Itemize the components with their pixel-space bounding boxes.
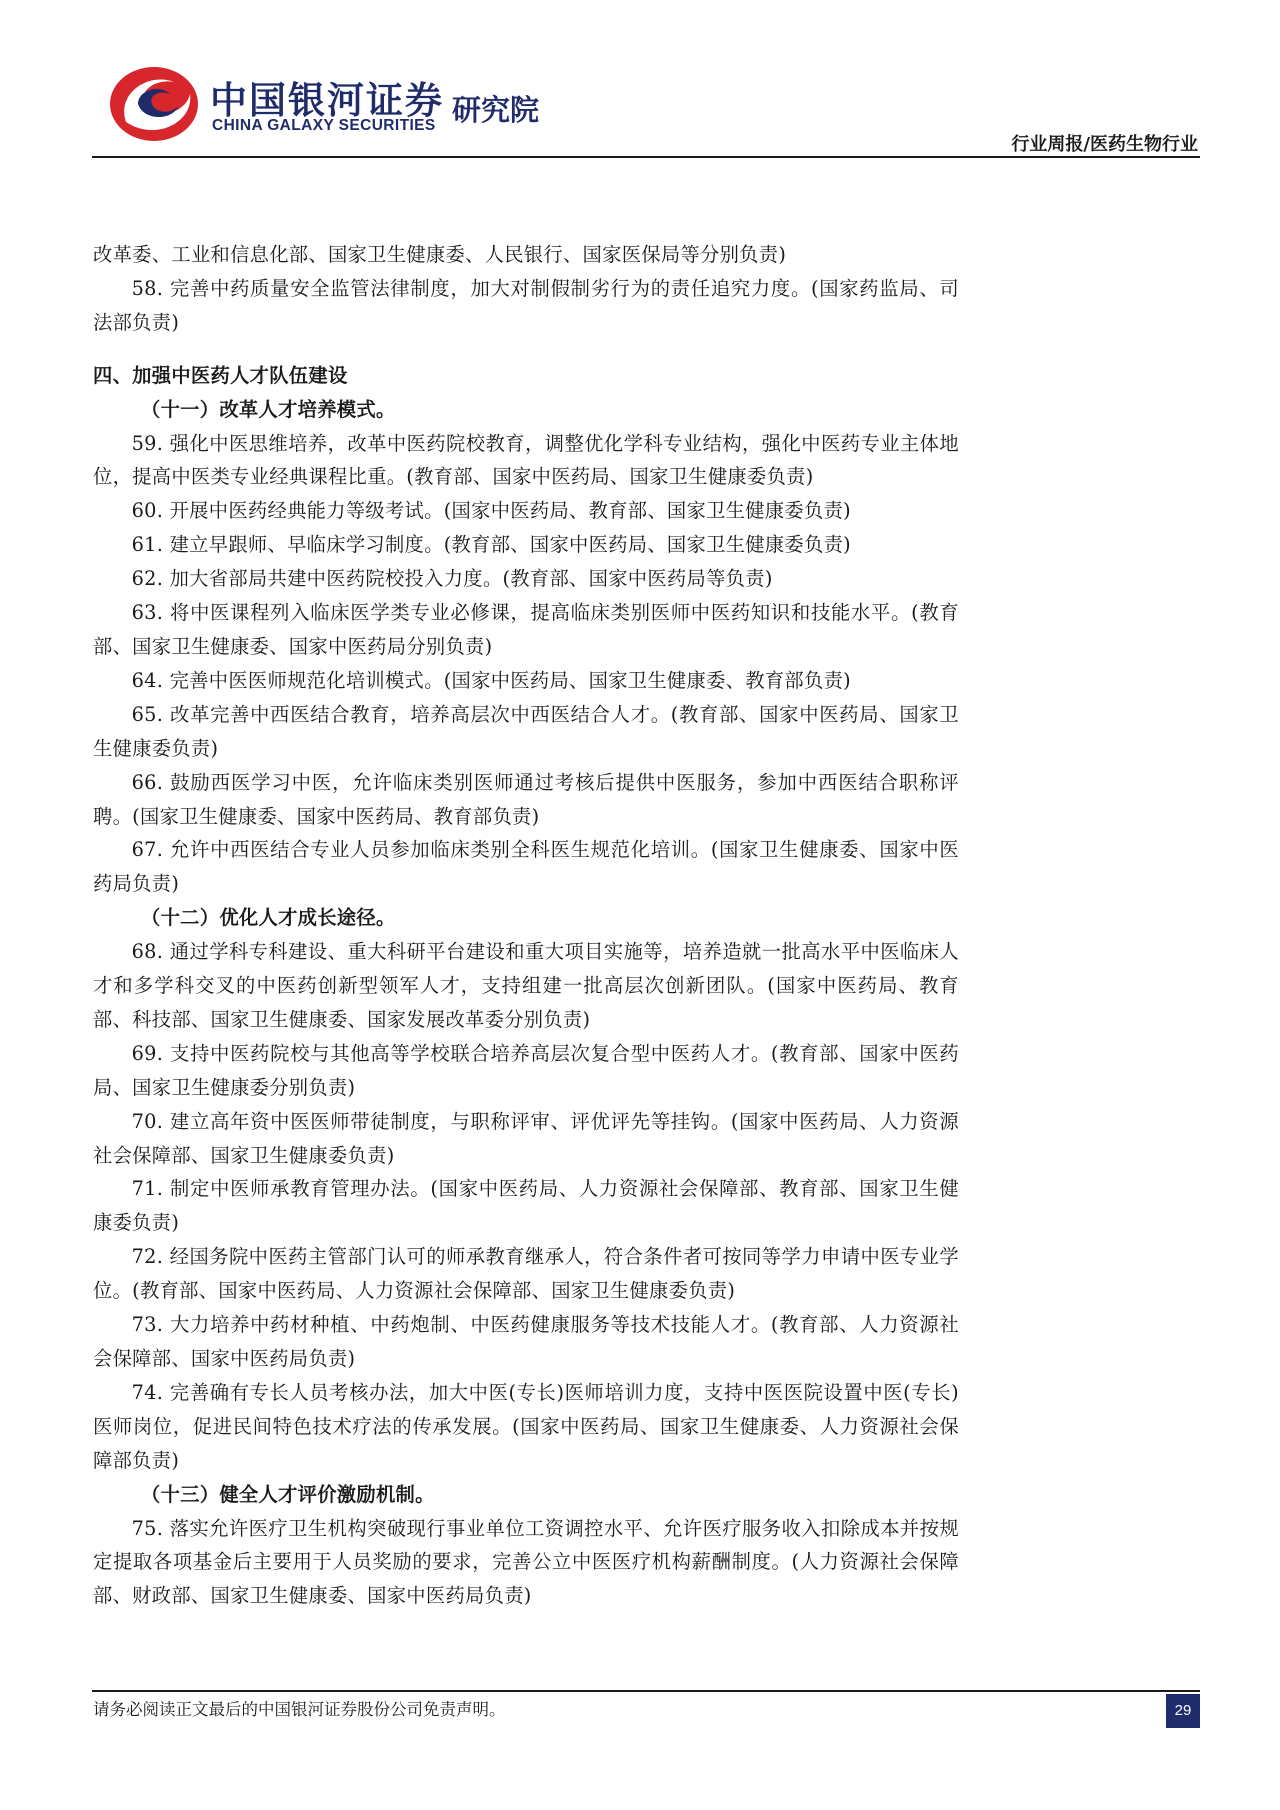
list-item: 75. 落实允许医疗卫生机构突破现行事业单位工资调控水平、允许医疗服务收入扣除成本并按规定提取各项基金后主要用于人员奖励的要求，完善公立中医医疗机构薪酬制度。(人力资源社会保障部、财政部、国家卫生健康委、国家中医药局负责) [93, 1516, 959, 1608]
page-number: 29 [1166, 1694, 1200, 1728]
list-item: 62. 加大省部局共建中医药院校投入力度。(教育部、国家中医药局等负责) [131, 567, 773, 591]
list-item: 66. 鼓励西医学习中医，允许临床类别医师通过考核后提供中医服务，参加中西医结合职称评聘。(国家卫生健康委、国家中医药局、教育部负责) [93, 770, 959, 828]
list-item: 63. 将中医课程列入临床医学类专业必修课，提高临床类别医师中医药知识和技能水平。(教育部、国家卫生健康委、国家中医药局分别负责) [93, 601, 959, 658]
document-body [93, 238, 959, 1613]
list-item: 68. 通过学科专科建设、重大科研平台建设和重大项目实施等，培养造就一批高水平中医临床人才和多学科交叉的中医药创新型领军人才，支持组建一批高层次创新团队。(国家中医药局、教育部、科技部、国家卫生健康委、国家发展改革委分别负责) [93, 940, 959, 1031]
list-item: 74. 完善确有专长人员考核办法，加大中医(专长)医师培训力度，支持中医医院设置中医(专长)医师岗位，促进民间特色技术疗法的传承发展。(国家中医药局、国家卫生健康委、人力资源社会保障部负责) [93, 1380, 959, 1472]
list-item: 72. 经国务院中医药主管部门认可的师承教育继承人，符合条件者可按同等学力申请中医专业学位。(教育部、国家中医药局、人力资源社会保障部、国家卫生健康委负责) [93, 1245, 959, 1303]
logo-english-name: CHINA GALAXY SECURITIES [212, 117, 436, 134]
list-item: 61. 建立早跟师、早临床学习制度。(教育部、国家中医药局、国家卫生健康委负责) [131, 533, 851, 557]
list-item: 70. 建立高年资中医医师带徒制度，与职称评审、评优评先等挂钩。(国家中医药局、人力资源社会保障部、国家卫生健康委负责) [93, 1109, 959, 1167]
logo-chinese-name: 中国银河证券 [210, 79, 444, 122]
list-item: 73. 大力培养中药材种植、中药炮制、中医药健康服务等技术技能人才。(教育部、人力资源社会保障部、国家中医药局负责) [93, 1313, 959, 1370]
list-item: 60. 开展中医药经典能力等级考试。(国家中医药局、教育部、国家卫生健康委负责) [131, 499, 851, 523]
page-header [0, 0, 1280, 160]
subsection-heading: （十二）优化人才成长途径。 [141, 906, 396, 930]
subsection-heading: （十三）健全人才评价激励机制。 [141, 1482, 435, 1506]
galaxy-logo-icon [108, 64, 200, 144]
list-item: 69. 支持中医药院校与其他高等学校联合培养高层次复合型中医药人才。(教育部、国家中医药局、国家卫生健康委分别负责) [93, 1041, 959, 1099]
header-divider [92, 156, 1200, 158]
footer-divider [92, 1690, 1200, 1692]
subsection-heading: （十一）改革人才培养模式。 [141, 397, 396, 421]
report-type-label: 行业周报/医药生物行业 [1011, 134, 1198, 155]
list-item: 67. 允许中西医结合专业人员参加临床类别全科医生规范化培训。(国家卫生健康委、国家中医药局负责) [93, 838, 959, 896]
list-item: 71. 制定中医师承教育管理办法。(国家中医药局、人力资源社会保障部、教育部、国家卫生健康委负责) [93, 1177, 959, 1235]
list-item: 65. 改革完善中西医结合教育，培养高层次中西医结合人才。(教育部、国家中医药局、国家卫生健康委负责) [93, 702, 959, 760]
list-item: 58. 完善中药质量安全监管法律制度，加大对制假制劣行为的责任追究力度。(国家药监局、司法部负责) [93, 276, 959, 334]
continuation-line: 改革委、工业和信息化部、国家卫生健康委、人民银行、国家医保局等分别负责) [93, 243, 787, 266]
disclaimer-text: 请务必阅读正文最后的中国银河证券股份公司免责声明。 [93, 1700, 506, 1719]
list-item: 59. 强化中医思维培养，改革中医药院校教育，调整优化学科专业结构，强化中医药专业主体地位，提高中医类专业经典课程比重。(教育部、国家中医药局、国家卫生健康委负责) [93, 431, 959, 489]
institute-label: 研究院 [452, 93, 540, 127]
section-heading: 四、加强中医药人才队伍建设 [93, 363, 348, 387]
list-item: 64. 完善中医医师规范化培训模式。(国家中医药局、国家卫生健康委、教育部负责) [131, 668, 851, 692]
